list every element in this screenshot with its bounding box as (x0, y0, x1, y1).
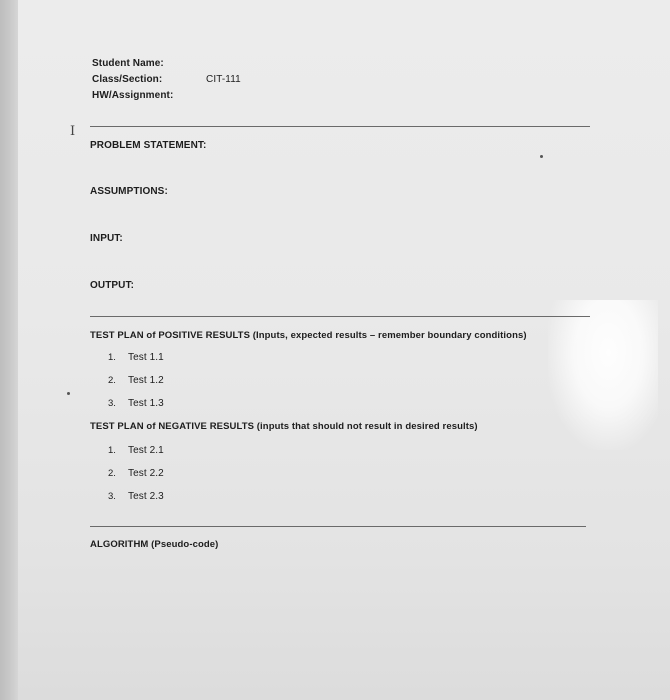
list-item: Test 2.2 (128, 468, 164, 479)
list-number: 1. (108, 445, 116, 456)
list-item: Test 1.3 (128, 398, 164, 409)
list-number: 1. (108, 352, 116, 363)
list-item: Test 1.2 (128, 375, 164, 386)
negative-test-plan-heading: TEST PLAN of NEGATIVE RESULTS (inputs that should not result in desired results) (90, 421, 478, 432)
list-number: 3. (108, 398, 116, 409)
class-section-label: Class/Section: (92, 74, 163, 85)
speck (67, 392, 70, 395)
student-name-label: Student Name: (92, 58, 164, 69)
divider-line (90, 316, 590, 317)
list-item: Test 2.3 (128, 491, 164, 502)
list-item: Test 2.1 (128, 445, 164, 456)
document-page (18, 0, 670, 700)
list-number: 2. (108, 468, 116, 479)
problem-statement-label: PROBLEM STATEMENT: (90, 140, 207, 151)
class-section-value: CIT-111 (206, 74, 241, 85)
speck (540, 155, 543, 158)
divider-line (90, 126, 590, 127)
algorithm-heading: ALGORITHM (Pseudo-code) (90, 539, 219, 550)
input-label: INPUT: (90, 233, 123, 244)
text-cursor-icon: I (70, 124, 76, 139)
positive-test-plan-heading: TEST PLAN of POSITIVE RESULTS (Inputs, expected results – remember boundary conditions) (90, 330, 527, 341)
list-number: 2. (108, 375, 116, 386)
assumptions-label: ASSUMPTIONS: (90, 186, 168, 197)
divider-line (90, 526, 586, 527)
list-item: Test 1.1 (128, 352, 164, 363)
hw-assignment-label: HW/Assignment: (92, 90, 174, 101)
list-number: 3. (108, 491, 116, 502)
output-label: OUTPUT: (90, 280, 135, 291)
